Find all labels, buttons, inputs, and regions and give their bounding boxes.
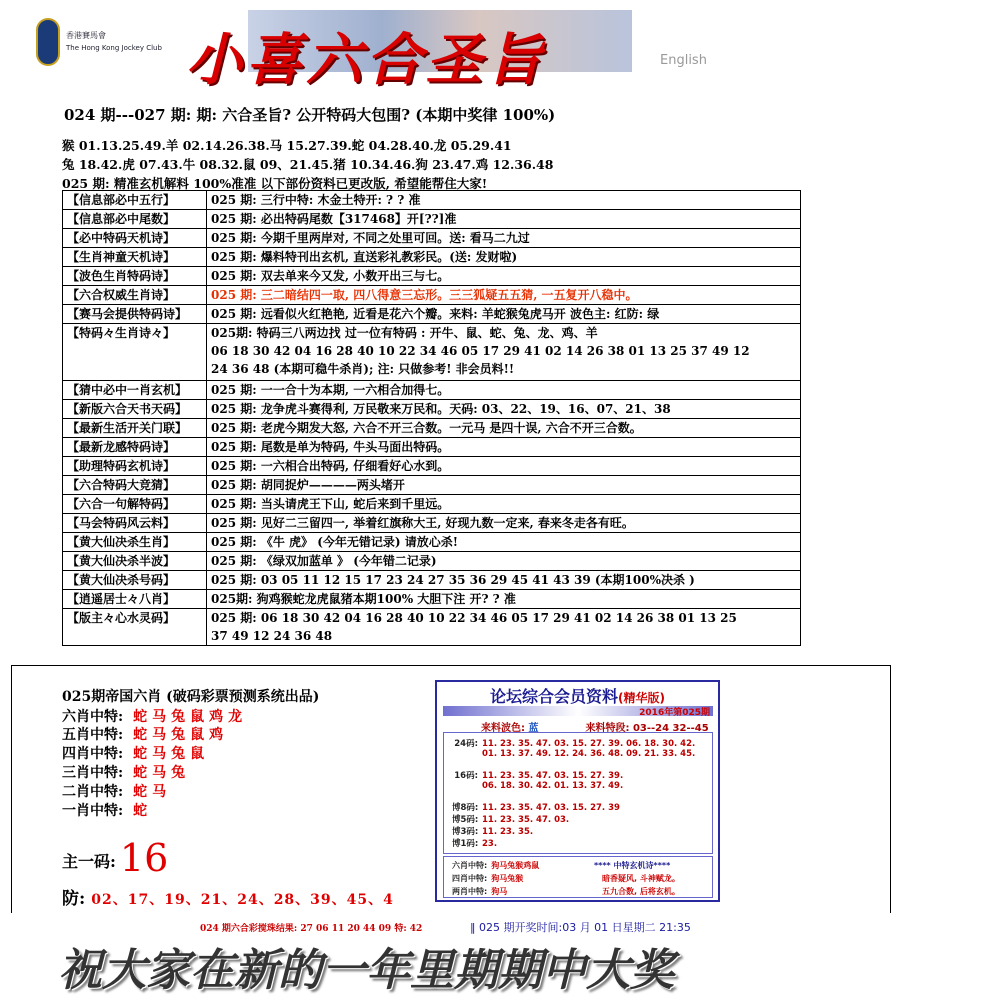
row-value: 025 期: 老虎今期发大怒, 六合不开三合数。一元马 是四十误, 六合不开三合数。 bbox=[207, 419, 801, 438]
row-label: 【助理特码玄机诗】 bbox=[63, 457, 207, 476]
pick-label: 六肖中特: bbox=[62, 709, 124, 725]
table-row bbox=[63, 495, 801, 514]
card-line-value: 11. 23. 35. 47. 03. bbox=[482, 815, 570, 825]
jockey-club-emblem-icon bbox=[36, 18, 60, 66]
table-row bbox=[63, 191, 801, 210]
card-line-value: 11. 23. 35. bbox=[482, 827, 534, 837]
card-numbers-box bbox=[443, 732, 713, 854]
card-foot-line bbox=[452, 886, 507, 897]
main-number-label: 主一码: bbox=[62, 852, 116, 871]
row-value: 025 期: 《绿双加蓝单 》 (今年错二记录) bbox=[207, 552, 801, 571]
table-row bbox=[63, 457, 801, 476]
row-label: 【逍遥居士々八肖】 bbox=[63, 590, 207, 609]
card-line bbox=[452, 813, 569, 825]
card-foot-key: 四肖中特: bbox=[452, 874, 488, 883]
pick-row bbox=[62, 743, 209, 763]
card-line-key: 24码: bbox=[454, 739, 478, 749]
member-info-card bbox=[435, 680, 720, 902]
table-row bbox=[63, 476, 801, 495]
defense-value: 02、17、19、21、24、28、39、45、4 bbox=[91, 892, 394, 908]
row-value-line: 24 36 48 (本期可稳牛杀肖); 注: 只做参考! 非会员料!! bbox=[211, 362, 515, 376]
card-foot-value: 狗马兔猴 bbox=[491, 874, 524, 883]
row-value: 025 期: 《牛 虎》 (今年无错记录) 请放心杀! bbox=[207, 533, 801, 552]
row-value: 025 期: 03 05 11 12 15 17 23 24 27 35 36 29 45 41 43 39 (本期100%决杀 ) bbox=[207, 571, 801, 590]
row-label: 【生肖神童天机诗】 bbox=[63, 248, 207, 267]
pick-row bbox=[62, 724, 228, 744]
bose-value: 蓝 bbox=[528, 723, 539, 734]
row-label: 【猜中必中一肖玄机】 bbox=[63, 381, 207, 400]
row-label: 【马会特码风云料】 bbox=[63, 514, 207, 533]
tema-label: 来料特段: bbox=[585, 723, 630, 734]
pick-value: 蛇马兔鼠 bbox=[133, 746, 210, 762]
last-draw-result: 024 期六合彩搅珠结果: 27 06 11 20 44 09 特: 42 bbox=[200, 924, 423, 934]
row-label: 【最新龙感特码诗】 bbox=[63, 438, 207, 457]
card-line-key: 博3码: bbox=[452, 827, 479, 837]
pick-label: 三肖中特: bbox=[62, 765, 124, 781]
row-label: 【信息部必中尾数】 bbox=[63, 210, 207, 229]
pick-value: 蛇马兔鼠鸡 bbox=[133, 727, 229, 743]
row-label: 【版主々心水灵码】 bbox=[63, 609, 207, 646]
table-row bbox=[63, 514, 801, 533]
english-link[interactable]: English bbox=[660, 53, 707, 68]
page-headline: 024 期---027 期: 期: 六合圣旨? 公开特码大包围? (本期中奖律 100%) bbox=[64, 106, 556, 124]
card-line bbox=[452, 769, 623, 781]
pick-row bbox=[62, 706, 247, 726]
card-foot-line bbox=[452, 873, 523, 884]
row-value: 025期: 狗鸡猴蛇龙虎鼠猪本期100% 大胆下注 开? ? 准 bbox=[207, 590, 801, 609]
card-line-key: 博5码: bbox=[452, 815, 479, 825]
row-value: 025 期: 爆料特刊出玄机, 直送彩礼教彩民。(送: 发财啦) bbox=[207, 248, 801, 267]
card-issue: 2016年第025期 bbox=[639, 708, 710, 718]
draw-time: ‖ 025 期开奖时间:03 月 01 日星期二 21:35 bbox=[470, 921, 691, 934]
pick-label: 四肖中特: bbox=[62, 746, 124, 762]
card-line-key: 16码: bbox=[454, 771, 478, 781]
bose-label: 来料波色: bbox=[481, 723, 525, 734]
card-poem-line: 暗香疑风, 斗神赋龙。 bbox=[602, 874, 680, 883]
diguo-title: 025期帝国六肖 (破码彩票预测系统出品) bbox=[62, 689, 320, 705]
table-row bbox=[63, 229, 801, 248]
row-label: 【黄大仙决杀生肖】 bbox=[63, 533, 207, 552]
row-value-line: 37 49 12 24 36 48 bbox=[211, 629, 333, 643]
card-foot-key: 六肖中特: bbox=[452, 861, 488, 870]
card-line bbox=[452, 837, 497, 849]
defense-numbers bbox=[62, 884, 394, 909]
card-line-value: 01. 13. 37. 49. 12. 24. 36. 48. 09. 21. 33. 45. bbox=[482, 749, 696, 759]
row-label: 【黄大仙决杀半波】 bbox=[63, 552, 207, 571]
logo-chinese-name: 香港賽馬會 bbox=[66, 31, 106, 40]
card-foot-key: 两肖中特: bbox=[452, 887, 488, 896]
row-value: 025 期: 龙争虎斗赛得利, 万民敬来万民和。天码: 03、22、19、16、07、21、38 bbox=[207, 400, 801, 419]
pick-row bbox=[62, 762, 190, 782]
row-label: 【六合一句解特码】 bbox=[63, 495, 207, 514]
pick-label: 五肖中特: bbox=[62, 727, 124, 743]
defense-label: 防: bbox=[62, 889, 86, 909]
card-poem-line: 五九合数, 后将玄机。 bbox=[602, 887, 680, 896]
row-label: 【特码々生肖诗々】 bbox=[63, 324, 207, 381]
row-value-multiline bbox=[207, 609, 801, 646]
row-label: 【波色生肖特码诗】 bbox=[63, 267, 207, 286]
tema-value: 03--24 32--45 bbox=[632, 723, 709, 734]
table-row bbox=[63, 267, 801, 286]
row-value: 025 期: 一六相合出特码, 仔细看好心水到。 bbox=[207, 457, 801, 476]
row-label: 【六合特码大竞猜】 bbox=[63, 476, 207, 495]
row-label: 【新版六合天书天码】 bbox=[63, 400, 207, 419]
card-title bbox=[437, 684, 718, 707]
table-row bbox=[63, 590, 801, 609]
table-row bbox=[63, 400, 801, 419]
pick-value: 蛇马 bbox=[133, 784, 172, 800]
pick-value: 蛇马兔 bbox=[133, 765, 191, 781]
precision-notice: 025 期: 精准玄机解料 100%准准 以下部份资料已更改版, 希望能帮住大家! bbox=[62, 176, 488, 191]
row-label: 【黄大仙决杀号码】 bbox=[63, 571, 207, 590]
pick-value: 蛇 bbox=[133, 803, 153, 819]
pick-label: 二肖中特: bbox=[62, 784, 124, 800]
site-title: 小喜六合圣旨 bbox=[186, 27, 546, 93]
row-value-highlight: 025 期: 三二暗结四一取, 四八得意三忘形。三三狐疑五五猜, 一五复开八稳中。 bbox=[207, 286, 801, 305]
table-row bbox=[63, 609, 801, 646]
table-row bbox=[63, 210, 801, 229]
logo-english-name: The Hong Kong Jockey Club bbox=[66, 44, 162, 52]
table-row bbox=[63, 286, 801, 305]
card-poem-title: **** 中特玄机诗**** bbox=[594, 861, 671, 870]
greeting-banner: 祝大家在新的一年里期期中大奖 bbox=[58, 945, 674, 996]
row-label: 【信息部必中五行】 bbox=[63, 191, 207, 210]
table-row bbox=[63, 552, 801, 571]
row-label: 【六合权威生肖诗】 bbox=[63, 286, 207, 305]
main-number-value: 16 bbox=[119, 836, 169, 880]
card-foot-line bbox=[452, 860, 539, 871]
table-row bbox=[63, 248, 801, 267]
row-value: 025 期: 胡同捉炉————两头堵开 bbox=[207, 476, 801, 495]
table-row bbox=[63, 381, 801, 400]
card-foot-value: 狗马兔猴鸡鼠 bbox=[491, 861, 540, 870]
row-value: 025 期: 双去单来今又发, 小数开出三与七。 bbox=[207, 267, 801, 286]
row-value: 025 期: 必出特码尾数【317468】开[??]准 bbox=[207, 210, 801, 229]
table-row bbox=[63, 533, 801, 552]
card-line bbox=[452, 749, 695, 759]
row-value: 025 期: 三行中特: 木金土特开: ? ? 准 bbox=[207, 191, 801, 210]
card-line bbox=[452, 737, 695, 749]
card-foot-value: 狗马 bbox=[491, 887, 508, 896]
card-line bbox=[452, 801, 620, 813]
table-row bbox=[63, 438, 801, 457]
pick-row bbox=[62, 781, 171, 801]
row-label: 【必中特码天机诗】 bbox=[63, 229, 207, 248]
row-value-line: 06 18 30 42 04 16 28 40 10 22 34 46 05 17 29 41 02 14 26 38 01 13 25 37 49 12 bbox=[211, 344, 750, 358]
card-line bbox=[452, 825, 533, 837]
row-value-multiline bbox=[207, 324, 801, 381]
card-line-value: 06. 18. 30. 42. 01. 13. 37. 49. bbox=[482, 781, 624, 791]
card-line-value: 11. 23. 35. 47. 03. 15. 27. 39. 06. 18. 30. 42. bbox=[482, 739, 696, 749]
zodiac-numbers-line-2: 兔 18.42.虎 07.43.牛 08.32.鼠 09、21.45.猪 10.34.46.狗 23.47.鸡 12.36.48 bbox=[62, 157, 554, 172]
row-value: 025 期: 远看似火红艳艳, 近看是花六个瓣。来料: 羊蛇猴兔虎马开 波色主: 红防: 绿 bbox=[207, 305, 801, 324]
row-value: 025 期: 尾数是单为特码, 牛头马面出特码。 bbox=[207, 438, 801, 457]
table-row bbox=[63, 305, 801, 324]
card-footer-box bbox=[443, 856, 713, 898]
row-value-line: 025 期: 06 18 30 42 04 16 28 40 10 22 34 46 05 17 29 41 02 14 26 38 01 13 25 bbox=[211, 611, 737, 625]
pick-label: 一肖中特: bbox=[62, 803, 124, 819]
jockey-club-logo[interactable] bbox=[36, 14, 162, 70]
table-row bbox=[63, 571, 801, 590]
pick-row bbox=[62, 800, 152, 820]
card-line-key: 博1码: bbox=[452, 839, 479, 849]
card-line-value: 23. bbox=[482, 839, 498, 849]
card-line-value: 11. 23. 35. 47. 03. 15. 27. 39. bbox=[482, 771, 624, 781]
table-row bbox=[63, 324, 801, 381]
row-label: 【赛马会提供特码诗】 bbox=[63, 305, 207, 324]
row-value: 025 期: 当头请虎王下山, 蛇后来到千里远。 bbox=[207, 495, 801, 514]
pick-value: 蛇马兔鼠鸡龙 bbox=[133, 709, 248, 725]
row-value: 025 期: 见好二三留四一, 举着红旗称大王, 好现九数一定来, 春来冬走各有旺。 bbox=[207, 514, 801, 533]
card-line-key: 博8码: bbox=[452, 803, 479, 813]
main-number bbox=[62, 836, 168, 880]
row-label: 【最新生活开关门联】 bbox=[63, 419, 207, 438]
row-value: 025 期: 一一合十为本期, 一六相合加得七。 bbox=[207, 381, 801, 400]
row-value: 025 期: 今期千里两岸对, 不同之处里可回。送: 看马二九过 bbox=[207, 229, 801, 248]
zodiac-numbers-line-1: 猴 01.13.25.49.羊 02.14.26.38.马 15.27.39.蛇 04.28.40.龙 05.29.41 bbox=[62, 138, 512, 153]
row-value-line: 025期: 特码三八两边找 过一位有特码 : 开牛、鼠、蛇、兔、龙、鸡、羊 bbox=[211, 326, 598, 340]
card-edition: (精华版) bbox=[618, 691, 665, 705]
card-line bbox=[452, 781, 623, 791]
card-title-text: 论坛综合会员资料 bbox=[490, 687, 619, 706]
tips-table bbox=[62, 190, 801, 646]
table-row bbox=[63, 419, 801, 438]
card-line-value: 11. 23. 35. 47. 03. 15. 27. 39 bbox=[482, 803, 620, 813]
